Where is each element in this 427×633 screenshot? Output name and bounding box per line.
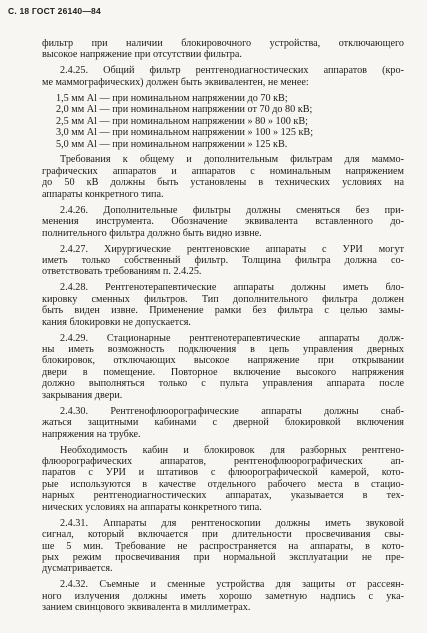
text-line: 2.4.31. Аппараты для рентгеноскопии должны иметь звуковой [60, 517, 404, 529]
text-line: блокировок, отключающих высокое напряжение при открывании [42, 355, 404, 367]
text-line: кировку сменных фильтров. Тип дополнительного фильтра должен [42, 293, 404, 305]
text-line: рых режим просвечивания при нормальной эксплуатации не пре- [42, 551, 404, 563]
text-line: закрывания двери. [42, 389, 123, 401]
document-body [42, 38, 404, 614]
page-header: С. 18 ГОСТ 26140—84 [8, 6, 101, 16]
filter-value-line: 1,5 мм Al — при номинальном напряжении до 70 кВ; [56, 92, 288, 104]
text-line: 2.4.26. Дополнительные фильтры должны сменяться без при- [60, 204, 404, 216]
text-line: 2.4.29. Стационарные рентгенотерапевтические аппараты долж- [60, 332, 404, 344]
text-line: до 50 кВ должны быть установлены в технических условиях на [42, 177, 404, 189]
filter-value-line: 3,0 мм Al — при номинальном напряжении » 100 » 125 кВ; [56, 127, 314, 139]
text-line: ного излучения должны иметь хорошо заметную надпись с ука- [42, 590, 404, 602]
text-line: 2.4.32. Съемные и сменные устройства для защиты от рассеян- [60, 579, 404, 591]
filter-value-line: 5,0 мм Al — при номинальном напряжении » 125 кВ. [56, 138, 288, 150]
text-line: паратов с УРИ и штативов с флюорографической камерой, кото- [42, 467, 404, 479]
paragraph [42, 333, 404, 402]
text-line: аппараты конкретного типа. [42, 188, 164, 200]
text-line: должно выполняться только с пульта управления аппарата после [42, 378, 404, 390]
text-line: дусматривается. [42, 563, 113, 575]
text-line: менения инструмента. Обозначение эквивалента вставленного до- [42, 216, 404, 228]
paragraph [42, 579, 404, 613]
text-line: жаться защитными кабинами с дверной блокировкой включения [42, 417, 404, 429]
text-line: нических условиях на аппараты конкретного типа. [42, 501, 262, 513]
text-line: 2.4.30. Рентгенофлюорографические аппараты должны снаб- [60, 405, 404, 417]
paragraph [42, 445, 404, 514]
paragraph [42, 282, 404, 328]
paragraph [42, 38, 404, 61]
paragraph [42, 244, 404, 278]
text-line: ответствовать требованиям п. 2.4.25. [42, 266, 202, 278]
text-line: напряжения на трубке. [42, 428, 141, 440]
text-line: фильтр при наличии блокировочного устройства, отключающего [42, 38, 404, 49]
paragraph [42, 205, 404, 239]
text-line: ны иметь возможность подключения в цепь управления дверных [42, 344, 404, 355]
text-line: 2.4.27. Хирургические рентгеновские аппараты с УРИ могут [60, 243, 404, 255]
text-line: 2.4.25. Общий фильтр рентгенодиагностических аппаратов (кро- [60, 65, 404, 77]
text-line: графических аппаратов и аппаратов с номинальным напряжением [42, 165, 404, 177]
text-line: Необходимость кабин и блокировок для разборных рентгено- [60, 444, 404, 456]
text-line: занием свинцового эквивалента в миллиметрах. [42, 602, 251, 614]
text-line: ме маммографических) должен быть эквивалентен, не менее: [42, 76, 309, 88]
filter-values-list [42, 93, 404, 150]
text-line: рые используются в качестве отдельного рабочего места в стацио- [42, 478, 404, 490]
paragraph [42, 406, 404, 440]
filter-value-line: 2,0 мм Al — при номинальном напряжении от 70 до 80 кВ; [56, 104, 313, 116]
text-line: быть виден извне. Применение рамки без фильтра с целью замы- [42, 305, 404, 317]
text-line: двери в помещение. Повторное включение высокого напряжения [42, 366, 404, 378]
text-line: 2.4.28. Рентгенотерапевтические аппараты должны иметь бло- [60, 282, 404, 294]
text-line: высокое напряжение при отсутствии фильтра. [42, 49, 242, 61]
text-line: полнительного фильтра должно быть видно извне. [42, 227, 262, 239]
text-line: флюорографических аппаратов, рентгенофлюорографических ап- [42, 455, 404, 467]
paragraph [42, 518, 404, 575]
text-line: Требования к общему и дополнительным фильтрам для маммо- [60, 154, 404, 166]
text-line: ше 5 мин. Требование не распространяется на аппараты, в кото- [42, 540, 404, 552]
filter-value-line: 2,5 мм Al — при номинальном напряжении » 80 » 100 кВ; [56, 115, 308, 127]
text-line: сигнал, который включается при длительности просвечивания свы- [42, 529, 404, 541]
paragraph [42, 154, 404, 200]
text-line: иметь только собственный фильтр. Толщина фильтра должна со- [42, 254, 404, 266]
paragraph [42, 65, 404, 88]
text-line: кания блокировки не допускается. [42, 316, 191, 328]
text-line: нарных рентгенодиагностических аппаратах, указывается в тех- [42, 490, 404, 502]
